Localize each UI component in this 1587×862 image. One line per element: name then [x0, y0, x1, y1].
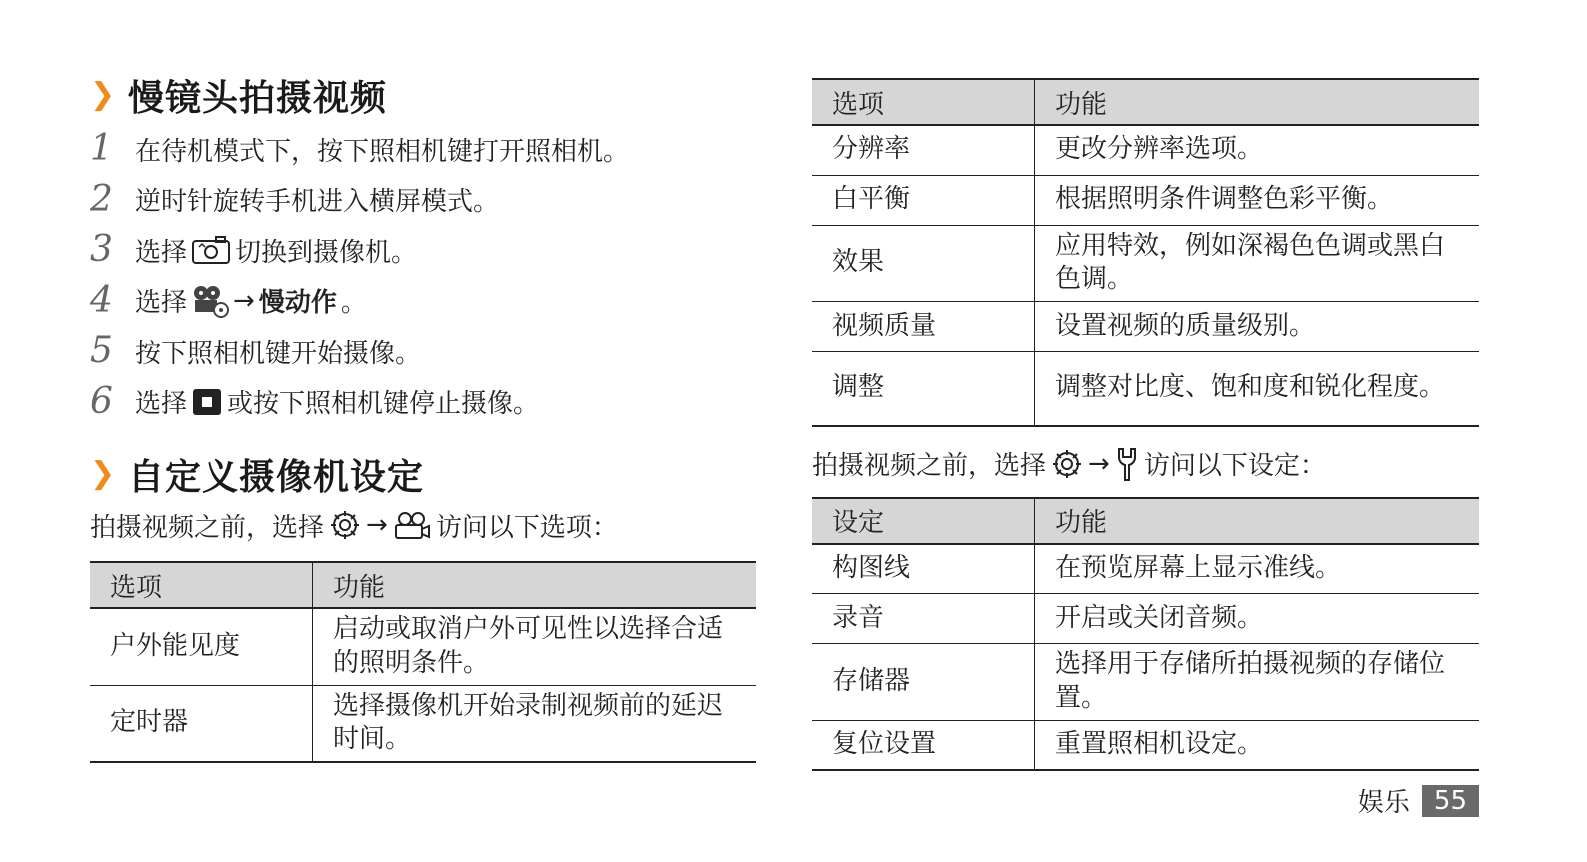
table-header-cell: 功能 [1035, 498, 1480, 544]
table-cell-option: 视频质量 [812, 302, 1035, 352]
table-row [812, 352, 1479, 426]
step-text-post: 切换到摄像机。 [235, 237, 418, 268]
intro-text [812, 441, 1479, 487]
intro-post: 访问以下选项： [435, 512, 618, 543]
step-text-post: 或按下照相机键停止摄像。 [227, 389, 540, 420]
intro-pre: 拍摄视频之前，选择 [812, 451, 1047, 482]
step-number: 3 [90, 229, 113, 271]
table-cell-function: 重置照相机设定。 [1035, 720, 1480, 770]
chevron-right-icon: ❯ [90, 77, 116, 112]
film-reel-icon [191, 284, 229, 318]
table-header-cell: 功能 [1035, 79, 1480, 125]
step-text [135, 232, 417, 269]
table-cell-function: 调整对比度、饱和度和锐化程度。 [1035, 352, 1480, 426]
table-cell-setting: 复位设置 [812, 720, 1035, 770]
arrow-glyph: → [366, 510, 388, 540]
step-number: 5 [90, 330, 113, 372]
step-text-post: 。 [340, 288, 367, 319]
table-header-row [812, 79, 1479, 125]
section-heading-slow-motion [90, 66, 756, 124]
page-footer [1358, 782, 1479, 819]
table-row [90, 685, 756, 762]
section-heading-custom-settings [90, 445, 756, 503]
table-header-cell: 选项 [812, 79, 1035, 125]
arrow-glyph: → [233, 285, 255, 316]
right-column [812, 78, 1479, 771]
intro-post: 访问以下设定： [1143, 451, 1326, 482]
intro-pre: 拍摄视频之前，选择 [90, 512, 325, 543]
section-title: 自定义摄像机设定 [128, 456, 425, 498]
options-table-continued [812, 78, 1479, 427]
step-text: 逆时针旋转手机进入横屏模式。 [135, 187, 500, 218]
camera-switch-icon [191, 235, 231, 265]
gear-icon [1050, 447, 1084, 481]
table-cell-function: 启动或取消户外可见性以选择合适的照明条件。 [313, 608, 757, 685]
intro-text [90, 503, 756, 547]
table-row [812, 302, 1479, 352]
step-item [90, 225, 756, 276]
wrench-icon [1114, 446, 1140, 482]
step-item [90, 124, 756, 175]
stop-icon [191, 387, 223, 417]
table-cell-option: 效果 [812, 225, 1035, 302]
gear-icon [328, 508, 362, 542]
steps-list [90, 124, 756, 427]
table-cell-option: 调整 [812, 352, 1035, 426]
step-item [90, 276, 756, 327]
table-row [812, 594, 1479, 644]
arrow-glyph: → [1088, 448, 1110, 479]
footer-section-label: 娱乐 [1357, 788, 1410, 818]
settings-table [812, 497, 1479, 772]
table-cell-function: 应用特效，例如深褐色色调或黑白色调。 [1035, 225, 1480, 302]
table-row [812, 720, 1479, 770]
page-number-badge: 55 [1422, 785, 1479, 817]
table-cell-setting: 录音 [812, 594, 1035, 644]
left-column [90, 66, 756, 763]
step-item [90, 175, 756, 226]
step-text: 按下照相机键开始摄像。 [135, 338, 422, 369]
table-row [812, 125, 1479, 175]
step-text-pre: 选择 [135, 237, 188, 268]
step-text [135, 383, 539, 420]
step-item [90, 377, 756, 428]
table-header-row [812, 498, 1479, 544]
step-number: 6 [90, 380, 113, 422]
step-text-pre: 选择 [135, 288, 188, 319]
table-cell-setting: 存储器 [812, 644, 1035, 721]
step-number: 2 [90, 178, 113, 220]
table-cell-option: 分辨率 [812, 125, 1035, 175]
table-cell-option: 白平衡 [812, 175, 1035, 225]
table-cell-function: 在预览屏幕上显示准线。 [1035, 544, 1480, 594]
table-cell-setting: 构图线 [812, 544, 1035, 594]
table-header-row [90, 562, 756, 608]
table-cell-function: 选择摄像机开始录制视频前的延迟时间。 [313, 685, 757, 762]
table-row [812, 175, 1479, 225]
section-title: 慢镜头拍摄视频 [128, 77, 388, 119]
step-item [90, 326, 756, 377]
table-row [812, 544, 1479, 594]
step-text-pre: 选择 [135, 389, 188, 420]
table-header-cell: 设定 [812, 498, 1035, 544]
step-number: 4 [90, 279, 113, 321]
step-number: 1 [90, 128, 113, 170]
table-row [812, 225, 1479, 302]
table-header-cell: 选项 [90, 562, 313, 608]
table-cell-function: 设置视频的质量级别。 [1035, 302, 1480, 352]
table-header-cell: 功能 [313, 562, 757, 608]
step-text: 在待机模式下，按下照相机键打开照相机。 [135, 136, 630, 167]
table-cell-function: 开启或关闭音频。 [1035, 594, 1480, 644]
table-cell-option: 户外能见度 [90, 608, 313, 685]
chevron-right-icon: ❯ [90, 456, 116, 491]
step-text [135, 282, 367, 319]
table-row [812, 644, 1479, 721]
table-cell-function: 更改分辨率选项。 [1035, 125, 1480, 175]
options-table [90, 561, 756, 763]
table-cell-function: 根据照明条件调整色彩平衡。 [1035, 175, 1480, 225]
table-cell-option: 定时器 [90, 685, 313, 762]
camcorder-icon [392, 509, 432, 541]
table-row [90, 608, 756, 685]
step-text-bold: 慢动作 [258, 288, 337, 319]
table-cell-function: 选择用于存储所拍摄视频的存储位置。 [1035, 644, 1480, 721]
